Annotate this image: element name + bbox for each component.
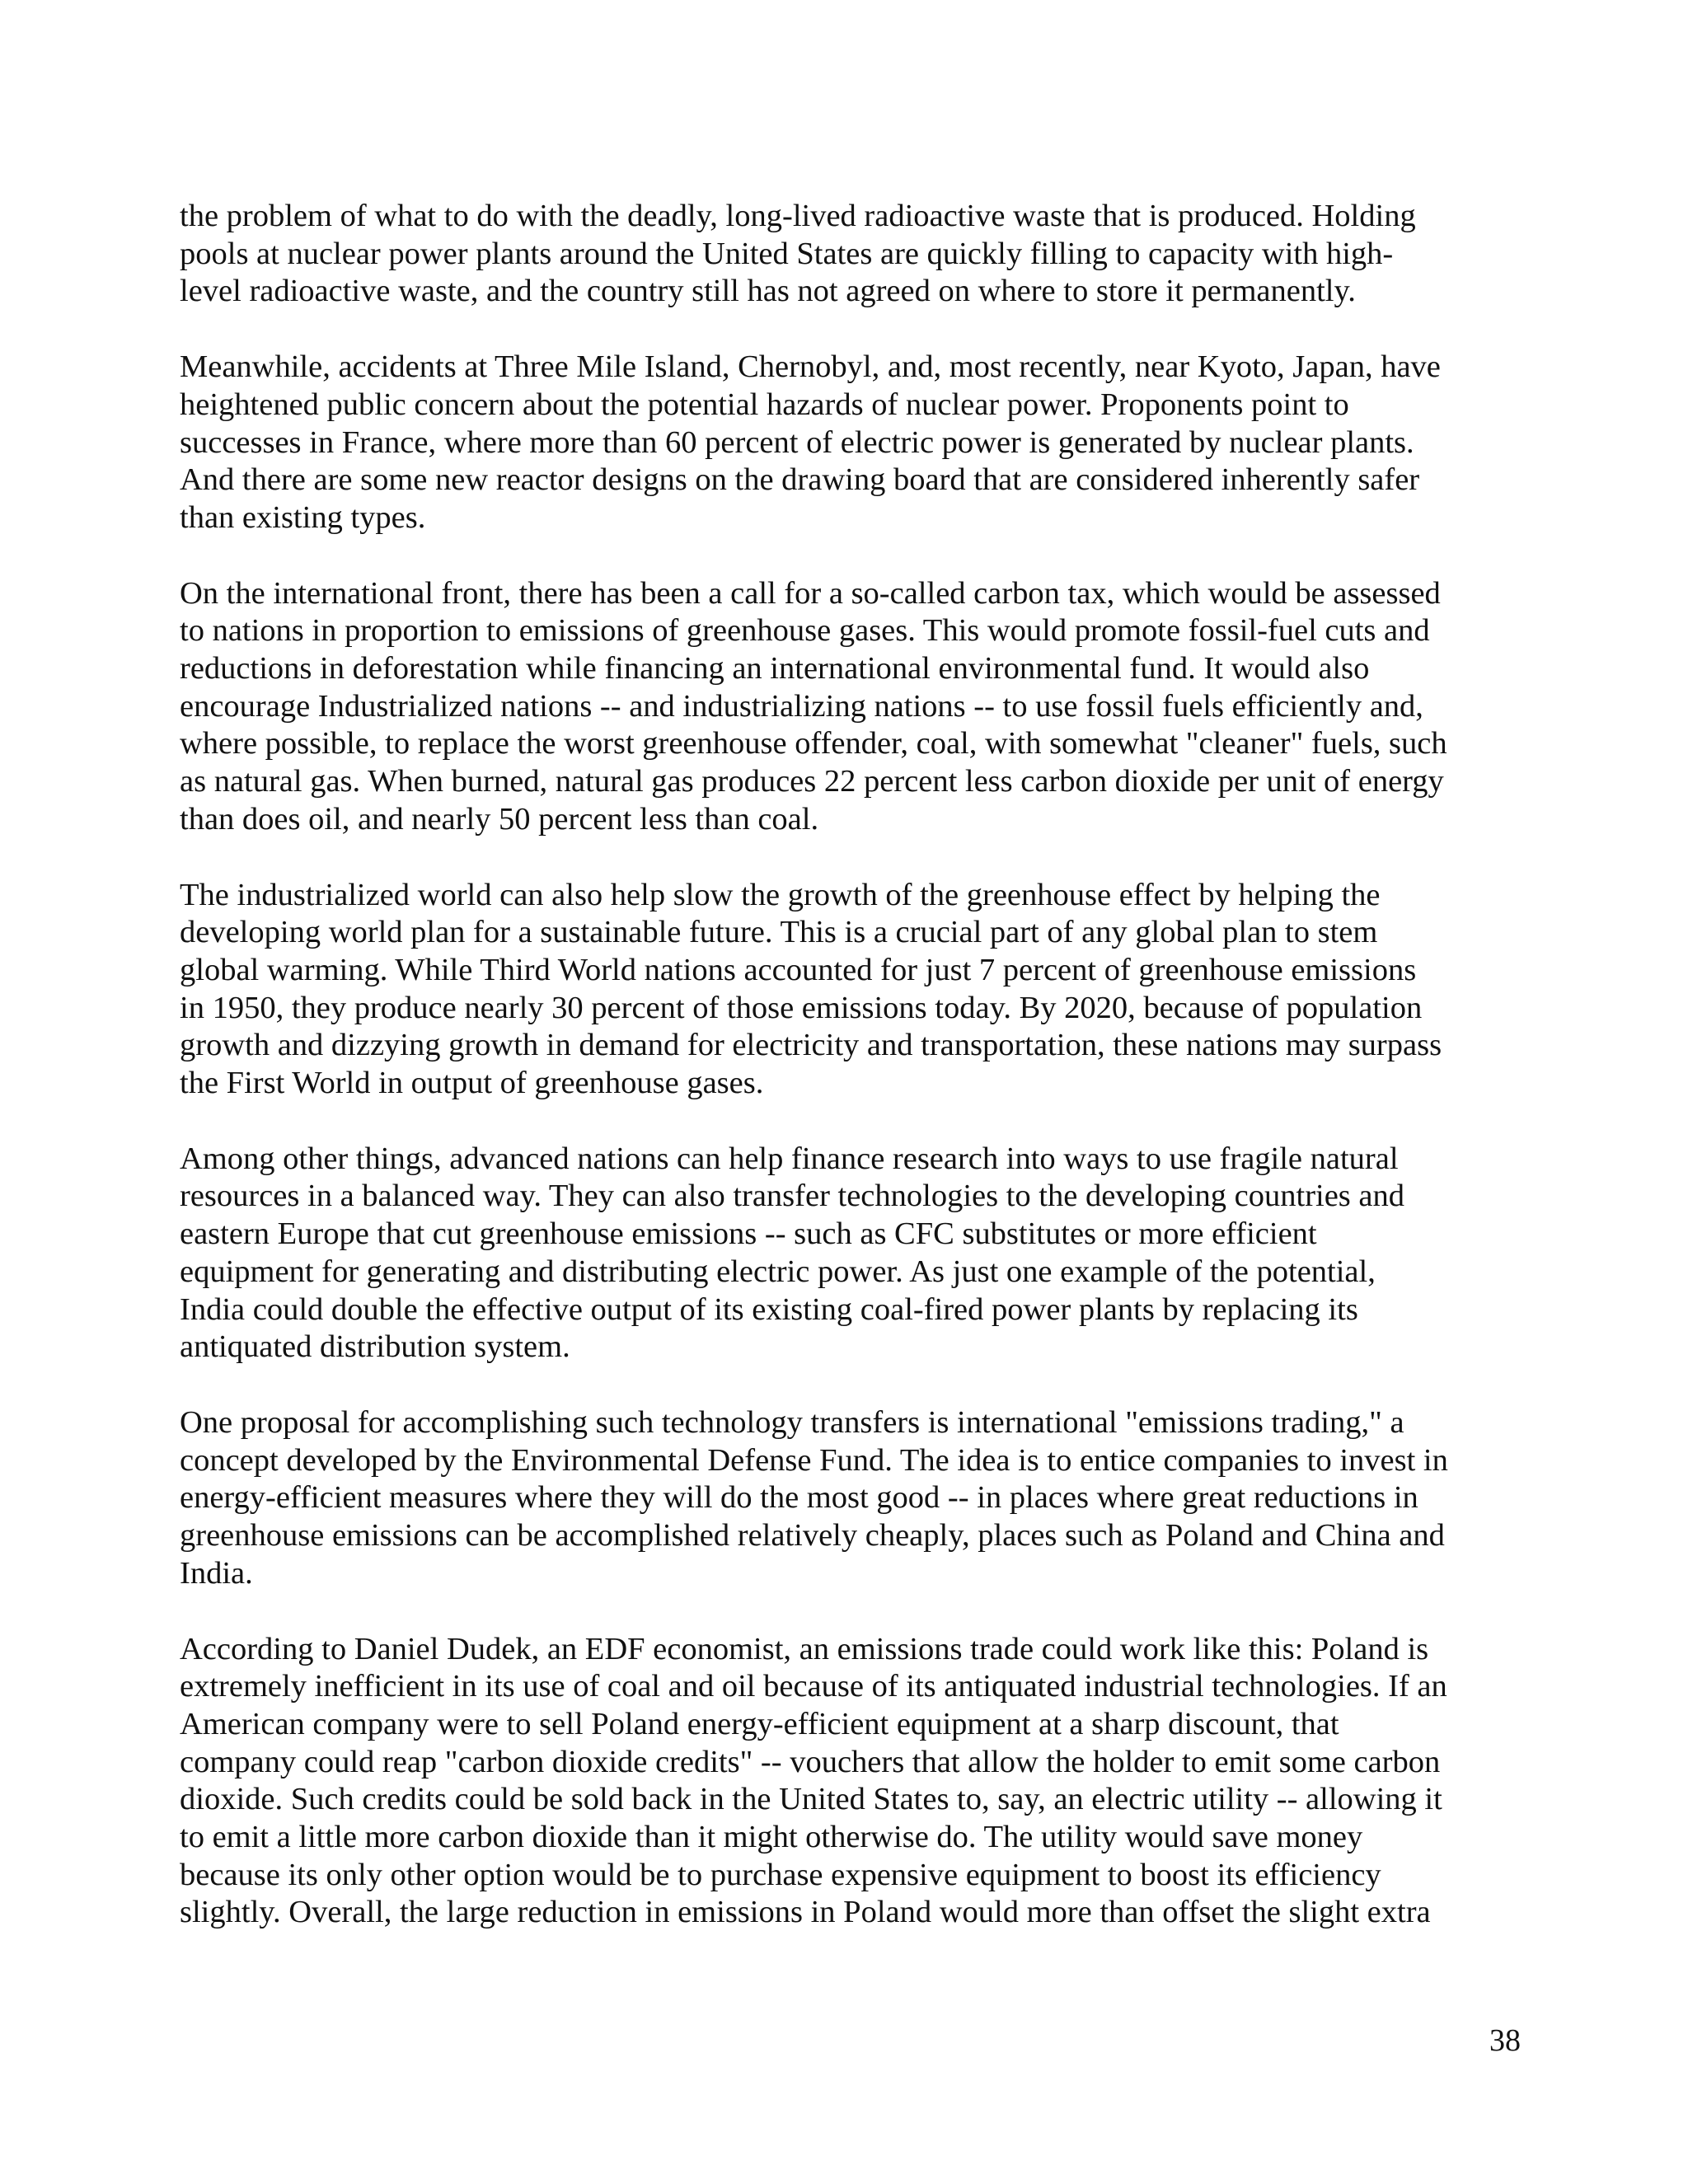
paragraph-carbon-tax: On the international front, there has been a call for a so-called carbon tax, which would be assessed to nations in proportion to emissions of greenhouse gases. This would promote fossil-fuel cuts and reductions in deforestation while financing an international environmental fund. It would also encourage Industrialized nations -- and industrializing nations -- to use fossil fuels efficiently and, where possible, to replace the worst greenhouse offender, coal, with somewhat "cleaner" fuels, such as natural gas. When burned, natural gas produces 22 percent less carbon dioxide per unit of energy than does oil, and nearly 50 percent less than coal.: [180, 575, 1447, 837]
paragraph-technology-transfer: Among other things, advanced nations can help finance research into ways to use fragile natural resources in a balanced way. They can also transfer technologies to the developing countries and eastern Europe that cut greenhouse emissions -- such as CFC substitutes or more efficient equipment for generating and distributing electric power. As just one example of the potential, India could double the effective output of its existing coal-fired power plants by replacing its antiquated distribution system.: [180, 1141, 1404, 1365]
paragraph-developing-world: The industrialized world can also help slow the growth of the greenhouse effect by helping the developing world plan for a sustainable future. This is a crucial part of any global plan to stem global warming. While Third World nations accounted for just 7 percent of greenhouse emissions in 1950, they produce nearly 30 percent of those emissions today. By 2020, because of population growth and dizzying growth in demand for electricity and transportation, these nations may surpass the First World in output of greenhouse gases.: [180, 877, 1442, 1101]
paragraph-poland-example: According to Daniel Dudek, an EDF economist, an emissions trade could work like this: Poland is extremely inefficient in its use of coal and oil because of its antiquated industrial technologies. If an American company were to sell Poland energy-efficient equipment at a sharp discount, that company could reap "carbon dioxide credits" -- vouchers that allow the holder to emit some carbon dioxide. Such credits could be sold back in the United States to, say, an electric utility -- allowing it to emit a little more carbon dioxide than it might otherwise do. The utility would save money because its only other option would be to purchase expensive equipment to boost its efficiency slightly. Overall, the large reduction in emissions in Poland would more than offset the slight extra: [180, 1631, 1447, 1930]
paragraph-nuclear-waste: the problem of what to do with the deadly, long-lived radioactive waste that is produced. Holding pools at nuclear power plants around the United States are quickly filling to capacity with high- level radioactive waste, and the country still has not agreed on where to store it permanently.: [180, 199, 1416, 309]
paragraph-nuclear-accidents: Meanwhile, accidents at Three Mile Island, Chernobyl, and, most recently, near Kyoto, Japan, have heightened public concern about the potential hazards of nuclear power. Proponents point to successes in France, where more than 60 percent of electric power is generated by nuclear plants. And there are some new reactor designs on the drawing board that are considered inherently safer than existing types.: [180, 349, 1441, 535]
page-number: 38: [1489, 2023, 1521, 2058]
body-text: [180, 198, 1515, 1970]
paragraph-emissions-trading: One proposal for accomplishing such technology transfers is international "emissions trading," a concept developed by the Environmental Defense Fund. The idea is to entice companies to invest in energy-efficient measures where they will do the most good -- in places where great reductions in greenhouse emissions can be accomplished relatively cheaply, places such as Poland and China and India.: [180, 1404, 1448, 1591]
